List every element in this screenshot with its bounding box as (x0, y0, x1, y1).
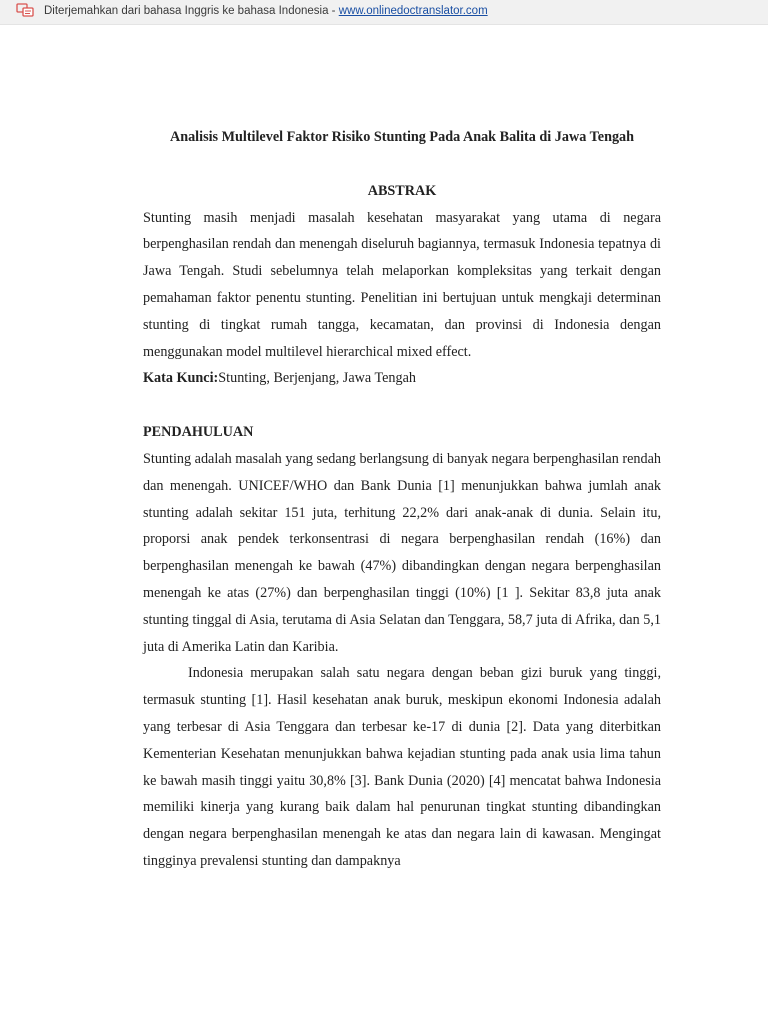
intro-heading: PENDAHULUAN (143, 424, 254, 441)
keywords-value: Stunting, Berjenjang, Jawa Tengah (218, 370, 417, 387)
banner-text (44, 5, 488, 17)
keywords-line (143, 365, 661, 392)
intro-paragraph-1: Stunting adalah masalah yang sedang berlangsung di banyak negara berpenghasilan rendah dan menengah. UNICEF/WHO dan Bank Dunia [1] menunjukkan bahwa jumlah anak stunting adalah sekitar 151 juta, terhitung 22,2% dari anak-anak di dunia. Selain itu, proporsi anak pendek terkonsentrasi di negara berpenghasilan rendah (16%) dan berpenghasilan menengah ke bawah (47%) dibandingkan dengan negara berpenghasilan menengah ke atas (27%) dan berpenghasilan tinggi (10%) [1 ]. Sekitar 83,8 juta anak stunting tinggal di Asia, terutama di Asia Selatan dan Tenggara, 58,7 juta di Afrika, dan 5,1 juta di Amerika Latin dan Karibia. (143, 450, 661, 655)
abstract-paragraph: Stunting masih menjadi masalah kesehatan masyarakat yang utama di negara berpenghasilan rendah dan menengah diseluruh bagiannya, termasuk Indonesia tepatnya di Jawa Tengah. Studi sebelumnya telah melaporkan kompleksitas yang terkait dengan pemahaman faktor penentu stunting. Penelitian ini bertujuan untuk mengkaji determinan stunting di tingkat rumah tangga, kecamatan, dan provinsi di Indonesia dengan menggunakan model multilevel hierarchical mixed effect. (143, 209, 661, 360)
keywords-label: Kata Kunci: (143, 370, 219, 387)
translator-link[interactable]: www.onlinedoctranslator.com (338, 5, 488, 17)
intro-paragraph-2: Indonesia merupakan salah satu negara dengan beban gizi buruk yang tinggi, termasuk stunting [1]. Hasil kesehatan anak buruk, meskipun ekonomi Indonesia adalah yang terbesar di Asia Tenggara dan terbesar ke-17 di dunia [2]. Data yang diterbitkan Kementerian Kesehatan menunjukkan bahwa kejadian stunting pada anak usia lima tahun ke bawah masih tinggi yaitu 30,8% [3]. Bank Dunia (2020) [4] mencatat bahwa Indonesia memiliki kinerja yang kurang baik dalam hal penurunan tingkat stunting dibandingkan dengan negara berpenghasilan menengah ke atas dan negara lain di kawasan. Mengingat tingginya prevalensi stunting dan dampaknya (143, 665, 661, 869)
translator-logo-icon (16, 3, 34, 17)
document-page (143, 124, 661, 875)
document-title: Analisis Multilevel Faktor Risiko Stunting Pada Anak Balita di Jawa Tengah (169, 129, 635, 145)
banner-label: Diterjemahkan dari bahasa Inggris ke bahasa Indonesia - (44, 5, 339, 17)
translation-banner (0, 0, 768, 25)
abstract-heading: ABSTRAK (367, 182, 437, 199)
